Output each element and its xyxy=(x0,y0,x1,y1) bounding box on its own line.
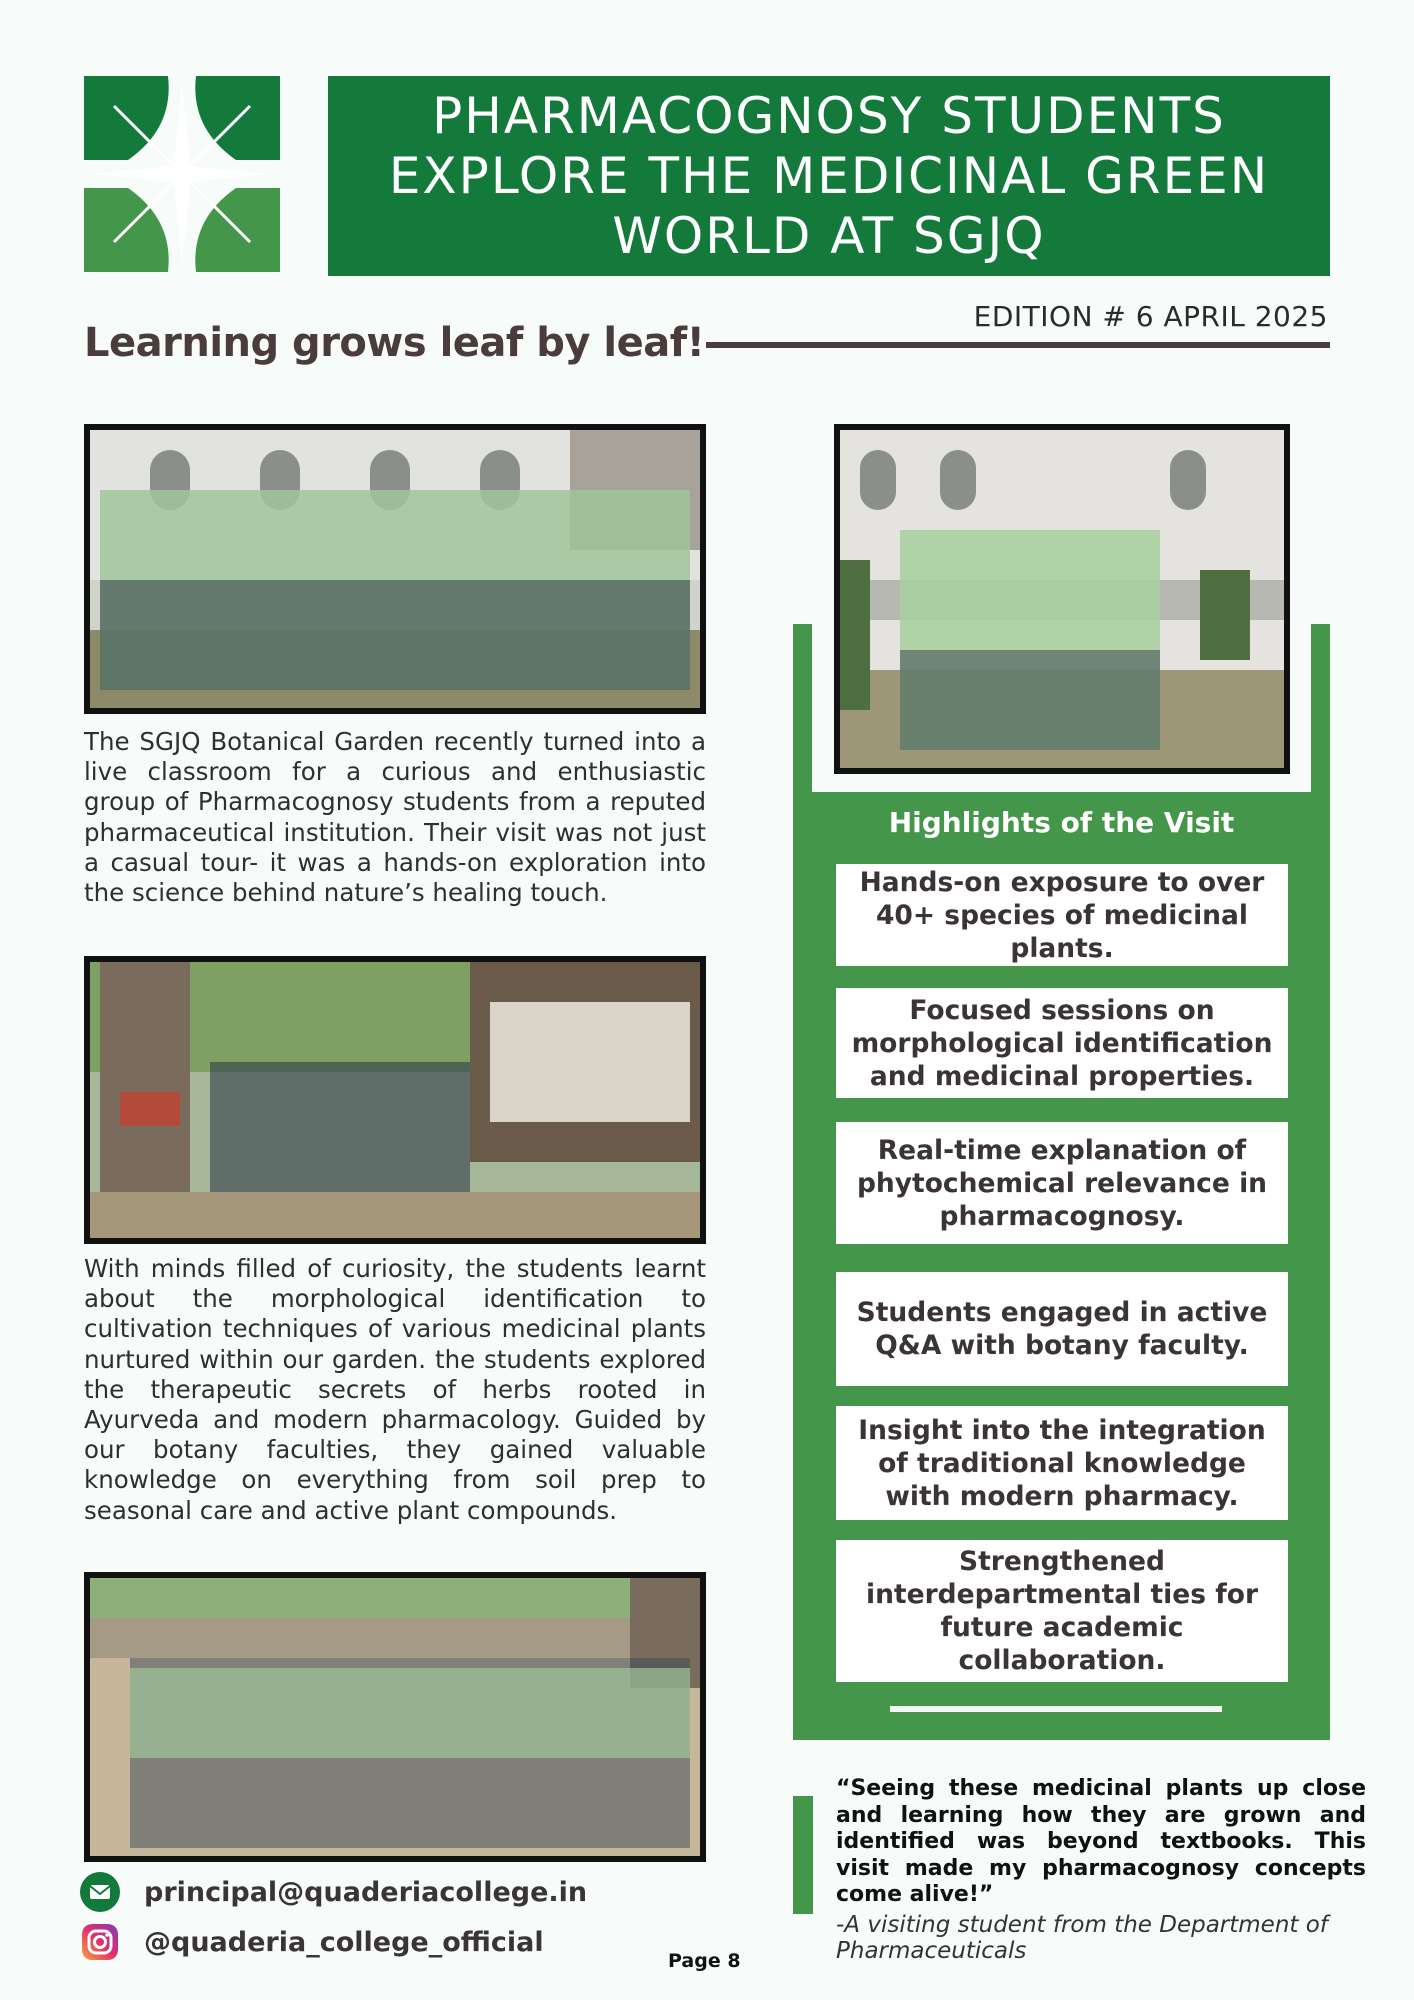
title-line-2: EXPLORE THE MEDICINAL GREEN xyxy=(388,147,1270,205)
edition-label: EDITION # 6 APRIL 2025 xyxy=(973,300,1328,333)
contact-email-row[interactable] xyxy=(80,1872,587,1912)
garden-walk-photo xyxy=(84,956,706,1244)
college-logo-icon xyxy=(84,76,280,272)
highlight-item: Focused sessions on morphological identification and medicinal properties. xyxy=(836,988,1288,1098)
intro-paragraph: The SGJQ Botanical Garden recently turned into a live classroom for a curious and enthusiastic group of Pharmacognosy students from a reputed pharmaceutical institution. Their visit was not just a casual tour- it was a hands-on exploration into the science behind nature’s healing touch. xyxy=(84,727,706,908)
instagram-link[interactable]: @quaderia_college_official xyxy=(144,1926,544,1958)
student-quote: “Seeing these medicinal plants up close and learning how they are grown and identified was beyond textbooks. This visit made my pharmacognosy concepts come alive!” xyxy=(836,1776,1366,1907)
highlight-item: Hands-on exposure to over 40+ species of medicinal plants. xyxy=(836,864,1288,966)
highlights-heading: Highlights of the Visit xyxy=(888,806,1235,839)
highlight-item: Real-time explanation of phytochemical relevance in pharmacognosy. xyxy=(836,1122,1288,1244)
email-link[interactable]: principal@quaderiacollege.in xyxy=(144,1876,588,1908)
highlight-item: Students engaged in active Q&A with botany faculty. xyxy=(836,1272,1288,1386)
highlight-item: Strengthened interdepartmental ties for future academic collaboration. xyxy=(836,1540,1288,1682)
mail-icon xyxy=(80,1872,120,1912)
title-line-3: WORLD AT SGJQ xyxy=(612,207,1046,265)
panel-divider xyxy=(890,1706,1222,1712)
quote-accent-bar xyxy=(793,1796,813,1914)
student-group-photo xyxy=(834,424,1290,774)
group-photo-building xyxy=(84,424,706,714)
page-title xyxy=(389,86,1269,266)
campus-walk-photo xyxy=(84,1572,706,1862)
details-paragraph: With minds filled of curiosity, the students learnt about the morphological identification to cultivation techniques of various medicinal plants nurtured within our garden. the students explored the therapeutic secrets of herbs rooted in Ayurveda and modern pharmacology. Guided by our botany faculties, they gained valuable knowledge on everything from soil prep to seasonal care and active plant compounds. xyxy=(84,1254,706,1525)
contact-instagram-row[interactable] xyxy=(80,1922,544,1962)
title-line-1: PHARMACOGNOSY STUDENTS xyxy=(432,87,1226,145)
page-number: Page 8 xyxy=(668,1950,741,1972)
highlight-item: Insight into the integration of traditional knowledge with modern pharmacy. xyxy=(836,1406,1288,1520)
quote-attribution: -A visiting student from the Department of Pharmaceuticals xyxy=(836,1912,1328,1964)
tagline-divider xyxy=(706,342,1330,348)
title-banner xyxy=(328,76,1330,276)
tagline: Learning grows leaf by leaf! xyxy=(84,320,705,366)
instagram-icon xyxy=(80,1922,120,1962)
